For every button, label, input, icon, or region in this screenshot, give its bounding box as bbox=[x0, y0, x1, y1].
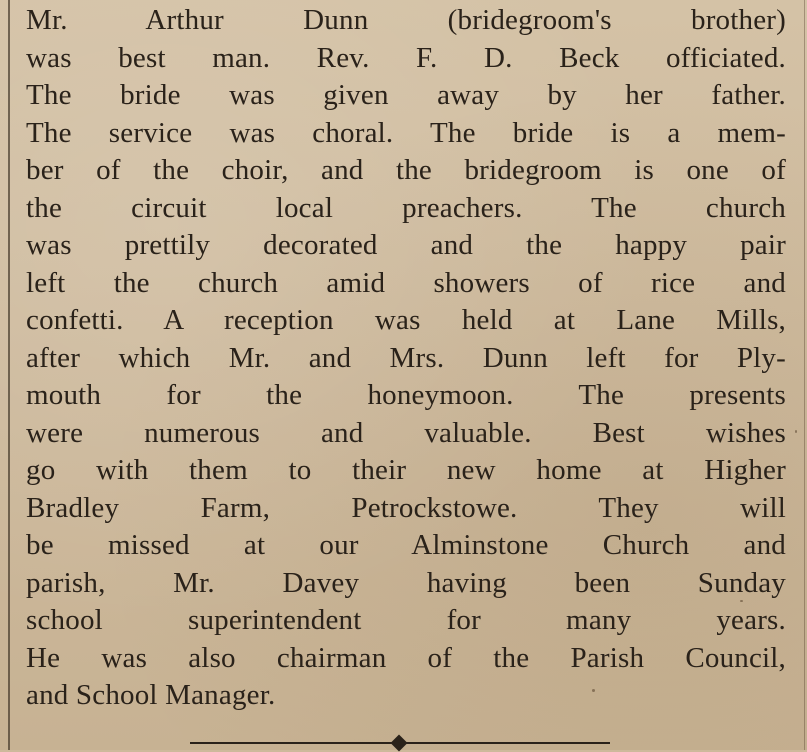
article-line: left the church amid showers of rice and bbox=[26, 266, 786, 299]
article-line: was best man. Rev. F. D. Beck officiated. bbox=[26, 41, 786, 74]
article-line: was prettily decorated and the happy pair bbox=[26, 229, 786, 261]
article-line: parish, Mr. Davey having been Sunday bbox=[26, 566, 786, 599]
paper-speck bbox=[592, 689, 595, 692]
article-line: go with them to their new home at Higher bbox=[26, 454, 786, 486]
article-line: He was also chairman of the Parish Council, bbox=[26, 641, 786, 674]
article-line: ber of the choir, and the bridegroom is one of bbox=[26, 154, 786, 186]
article-line: confetti. A reception was held at Lane Mills, bbox=[26, 304, 786, 336]
article-line: school superintendent for many years. bbox=[26, 604, 786, 636]
article-line: Mr. Arthur Dunn (bridegroom's brother) bbox=[26, 4, 786, 36]
article-line: the circuit local preachers. The church bbox=[26, 191, 786, 224]
article-line: after which Mr. and Mrs. Dunn left for Ply- bbox=[26, 341, 786, 374]
column-rule bbox=[8, 0, 10, 750]
article-line: The service was choral. The bride is a mem- bbox=[26, 116, 786, 149]
paper-speck bbox=[795, 430, 797, 433]
article-line: The bride was given away by her father. bbox=[26, 79, 786, 111]
ornamental-divider bbox=[190, 737, 610, 750]
diamond-ornament-icon bbox=[391, 735, 408, 752]
article-line: were numerous and valuable. Best wishes bbox=[26, 416, 786, 449]
clipping-edge bbox=[804, 0, 805, 750]
article-line: Bradley Farm, Petrockstowe. They will bbox=[26, 491, 786, 524]
article-text bbox=[26, 2, 786, 715]
article-line: mouth for the honeymoon. The presents bbox=[26, 379, 786, 411]
article-line: be missed at our Alminstone Church and bbox=[26, 529, 786, 561]
article-line: and School Manager. bbox=[26, 679, 276, 711]
paper-speck bbox=[740, 600, 743, 602]
paper-speck bbox=[140, 470, 142, 472]
